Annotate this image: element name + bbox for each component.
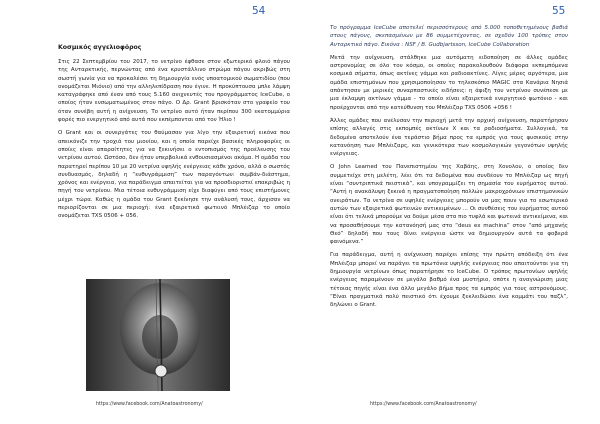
article-heading: Κοσμικός αγγελιοφόρος — [58, 44, 142, 51]
right-body — [330, 24, 568, 310]
page-number: 55 — [552, 5, 566, 17]
paragraph: Ο Grant και οι συνεργάτες του θαύμασαν για λίγο την εξαιρετική εικόνα που απεικόνιζε την τροχιά του μιονίου, και η οποία παρείχε βασικές πληροφορίες οι οποίες είναι απαραίτητες για να ξεκινήσει ο εντοπισμός της προέλευσης του νετρίνου αυτού. Ωστόσο, δεν ήταν υπερβολικά ενθουσιασμένοι ακόμα. Η ομάδα του παρατηρεί περίπου 10 με 20 νετρίνα υψηλής ενέργειας κάθε χρόνο, αλλά ο σωστός συνδυασμός, δηλαδή η “ευθυγράμμιση” των παραγόντων: συμβάν-διάστημα, χρόνος και ενέργεια, για παράδειγμα απαιτείται για να προσδιοριστεί επακριβώς η πηγή του νετρίνου. Μια τέτοια ευθυγράμμιση είχε διαφύγει από τους επιστήμονες μέχρι τώρα. Καθώς η ομάδα του Grant ξεκίνησε την ανάλυσή τους, άρχισαν να περιορίζονται σε μια περιοχή: ένα εξαιρετικά φωτεινό Μπλέιζαρ το οποίο ονομάζεται TXS 0506 + 056. — [58, 130, 290, 220]
paragraph: Για παράδειγμα, αυτή η ανίχνευση παρέχει επίσης την πρώτη απόδειξη ότι ένα Μπλέιζαρ μπορεί να παράγει τα πρωτόνια υψηλής ενέργειας που απαιτούνται για τη δημιουργία νετρίνων όπως παρατήρησε το IceCube. Ο τρόπος πρωτονίων υψηλής ενέργειας παραμένουν σε μεγάλο βαθμό ένα μυστήριο, οπότε η αναγνώριση μιας τέτοιας πηγής είναι ένα άλλο μεγάλο βήμα προς τα εμπρός για τους αστρονόμους. “Είναι πραγματικά πολύ πειστικό ότι έχουμε ξεκλειδώσει ένα κομμάτι του παζλ”, δηλώνει ο Grant. — [330, 252, 568, 309]
borehole-illustration — [86, 279, 230, 391]
right-page — [300, 0, 600, 424]
paragraph: Στις 22 Σεπτεμβρίου του 2017, το νετρίνο έφθασε στον εξωτερικό φλοιό πάγου της Ανταρκτικής, περνώντας από ένα κρυστάλλινο στρώμα πάγου ακριβώς στη σωστή γωνία για να προκαλέσει τη δημιουργία ενός υποατομικού σωματιδίου (που ονομάζεται Μιόνιο) από την αλληλεπίδραση που έγινε. Η προκύπτουσα μπλε λάμψη καταγράφηκε από έναν από τους 5.160 ανιχνευτές του προγράμματος IceCube, ο οποίος ήταν ενσωματωμένος στον πάγο. Ο Δρ. Grant βρισκόταν στο γραφείο του όταν συνέβη αυτή η ανίχνευση. Το νετρίνο αυτό ήταν περίπου 300 εκατομμύρια φορές πιο ενεργητικό από αυτά που εκπέμπονται από τον Ήλιο ! — [58, 59, 290, 124]
image-caption: Το πρόγραμμα IceCube αποτελεί περισσότερους από 5.000 τοποθετημένους βαθιά στους πάγους, σκεπασμένων με 86 συμμετέχοντας, σε σχεδόν 100 τρύπες στον Ανταρκτικό πάγο. Εικόνα : NSF / B. Gudbjartsson, IceCube Collaboration — [330, 25, 568, 48]
icecube-borehole-photo — [86, 279, 230, 391]
left-body — [58, 58, 290, 221]
paragraph: Άλλες ομάδες που ανέλυσαν την περιοχή μετά την αρχική ανίχνευση, παρατήρησαν επίσης αλλαγές στις εκπομπές ακτίνων Χ και τα ραδιοσήματα. Συλλογικά, τα δεδομένα αποτελούν ένα τεράστιο βήμα προς τα εμπρός για τους φυσικούς στην κατανόηση των Μπλέιζαρς, και γενικότερα των κοσμολογικών γεγονότων υψηλής ενέργειας. — [330, 117, 568, 158]
footer-link[interactable]: https://www.facebook.com/Anatoastronomy/ — [370, 402, 477, 407]
paragraph: Ο John Learned του Πανεπιστημίου της Χαβάης, στη Χονολου, ο οποίος δεν συμμετείχε στη μελέτη, λέει ότι τα δεδομένα που συνδέουν το Μπλέιζαρ ως πηγή είναι “συντριπτικά πειστικά”, και υπογραμμίζει τη σημασία του ευρήματος αυτού. “Αυτή η ανακάλυψη ξεκινά η πραγματοποίηση πολλών μακροχρόνιων επιστημονικών ονειράτων. Τα νετρίνα σε υψηλές ενέργειες μπορούν να μας πουν για το εσωτερικό αυτών των εξαιρετικά φωτεινών αντικειμένων ... Οι συνθέσεις του ευρήματος αυτού είναι ότι τελικά μπορούμε να δούμε μέσα στα πιο τυφλά και φωτεινά αντικείμενα, και να προσαθήσουμε την κατανόησή μας στο “deus ex machina” στον “από μηχανής Θεό” δηλαδή που τους δίνει ενέργεια ώστε να δημιουργούν αυτά τα φοβερά φαινόμενα.” — [330, 164, 568, 246]
paragraph: Μετά την ανίχνευση, στάλθηκε μια αυτόματη ειδοποίηση σε άλλες ομάδες αστρονομίας σε όλο τον κόσμο, οι οποίες παρακολουθούν διάφορα εκπεμπόμενα κοσμικά σήματα, όπως ακτίνες γάμμα και ραδιοακτίνες. Λίγες μέρες αργότερα, μια ομάδα επιστημόνων που χρησιμοποίησαν το τηλεσκόπιο MAGIC στα Κανάρια Νησιά απάντησαν με μερικές συναρπαστικές ειδήσεις: η άφιξη του νετρίνου συνέπεσε με μια έκλαμψη ακτίνων γάμμα - το οποίο είναι εξαιρετικά ενεργητικό φωτόνιο - και προέρχονται από την κατεύθυνση του Μπλέιζαρ TXS 0506 +056 ! — [330, 54, 568, 111]
footer-link[interactable]: https://www.facebook.com/Anatoastronomy/ — [96, 402, 203, 407]
page-number: 54 — [252, 5, 266, 17]
